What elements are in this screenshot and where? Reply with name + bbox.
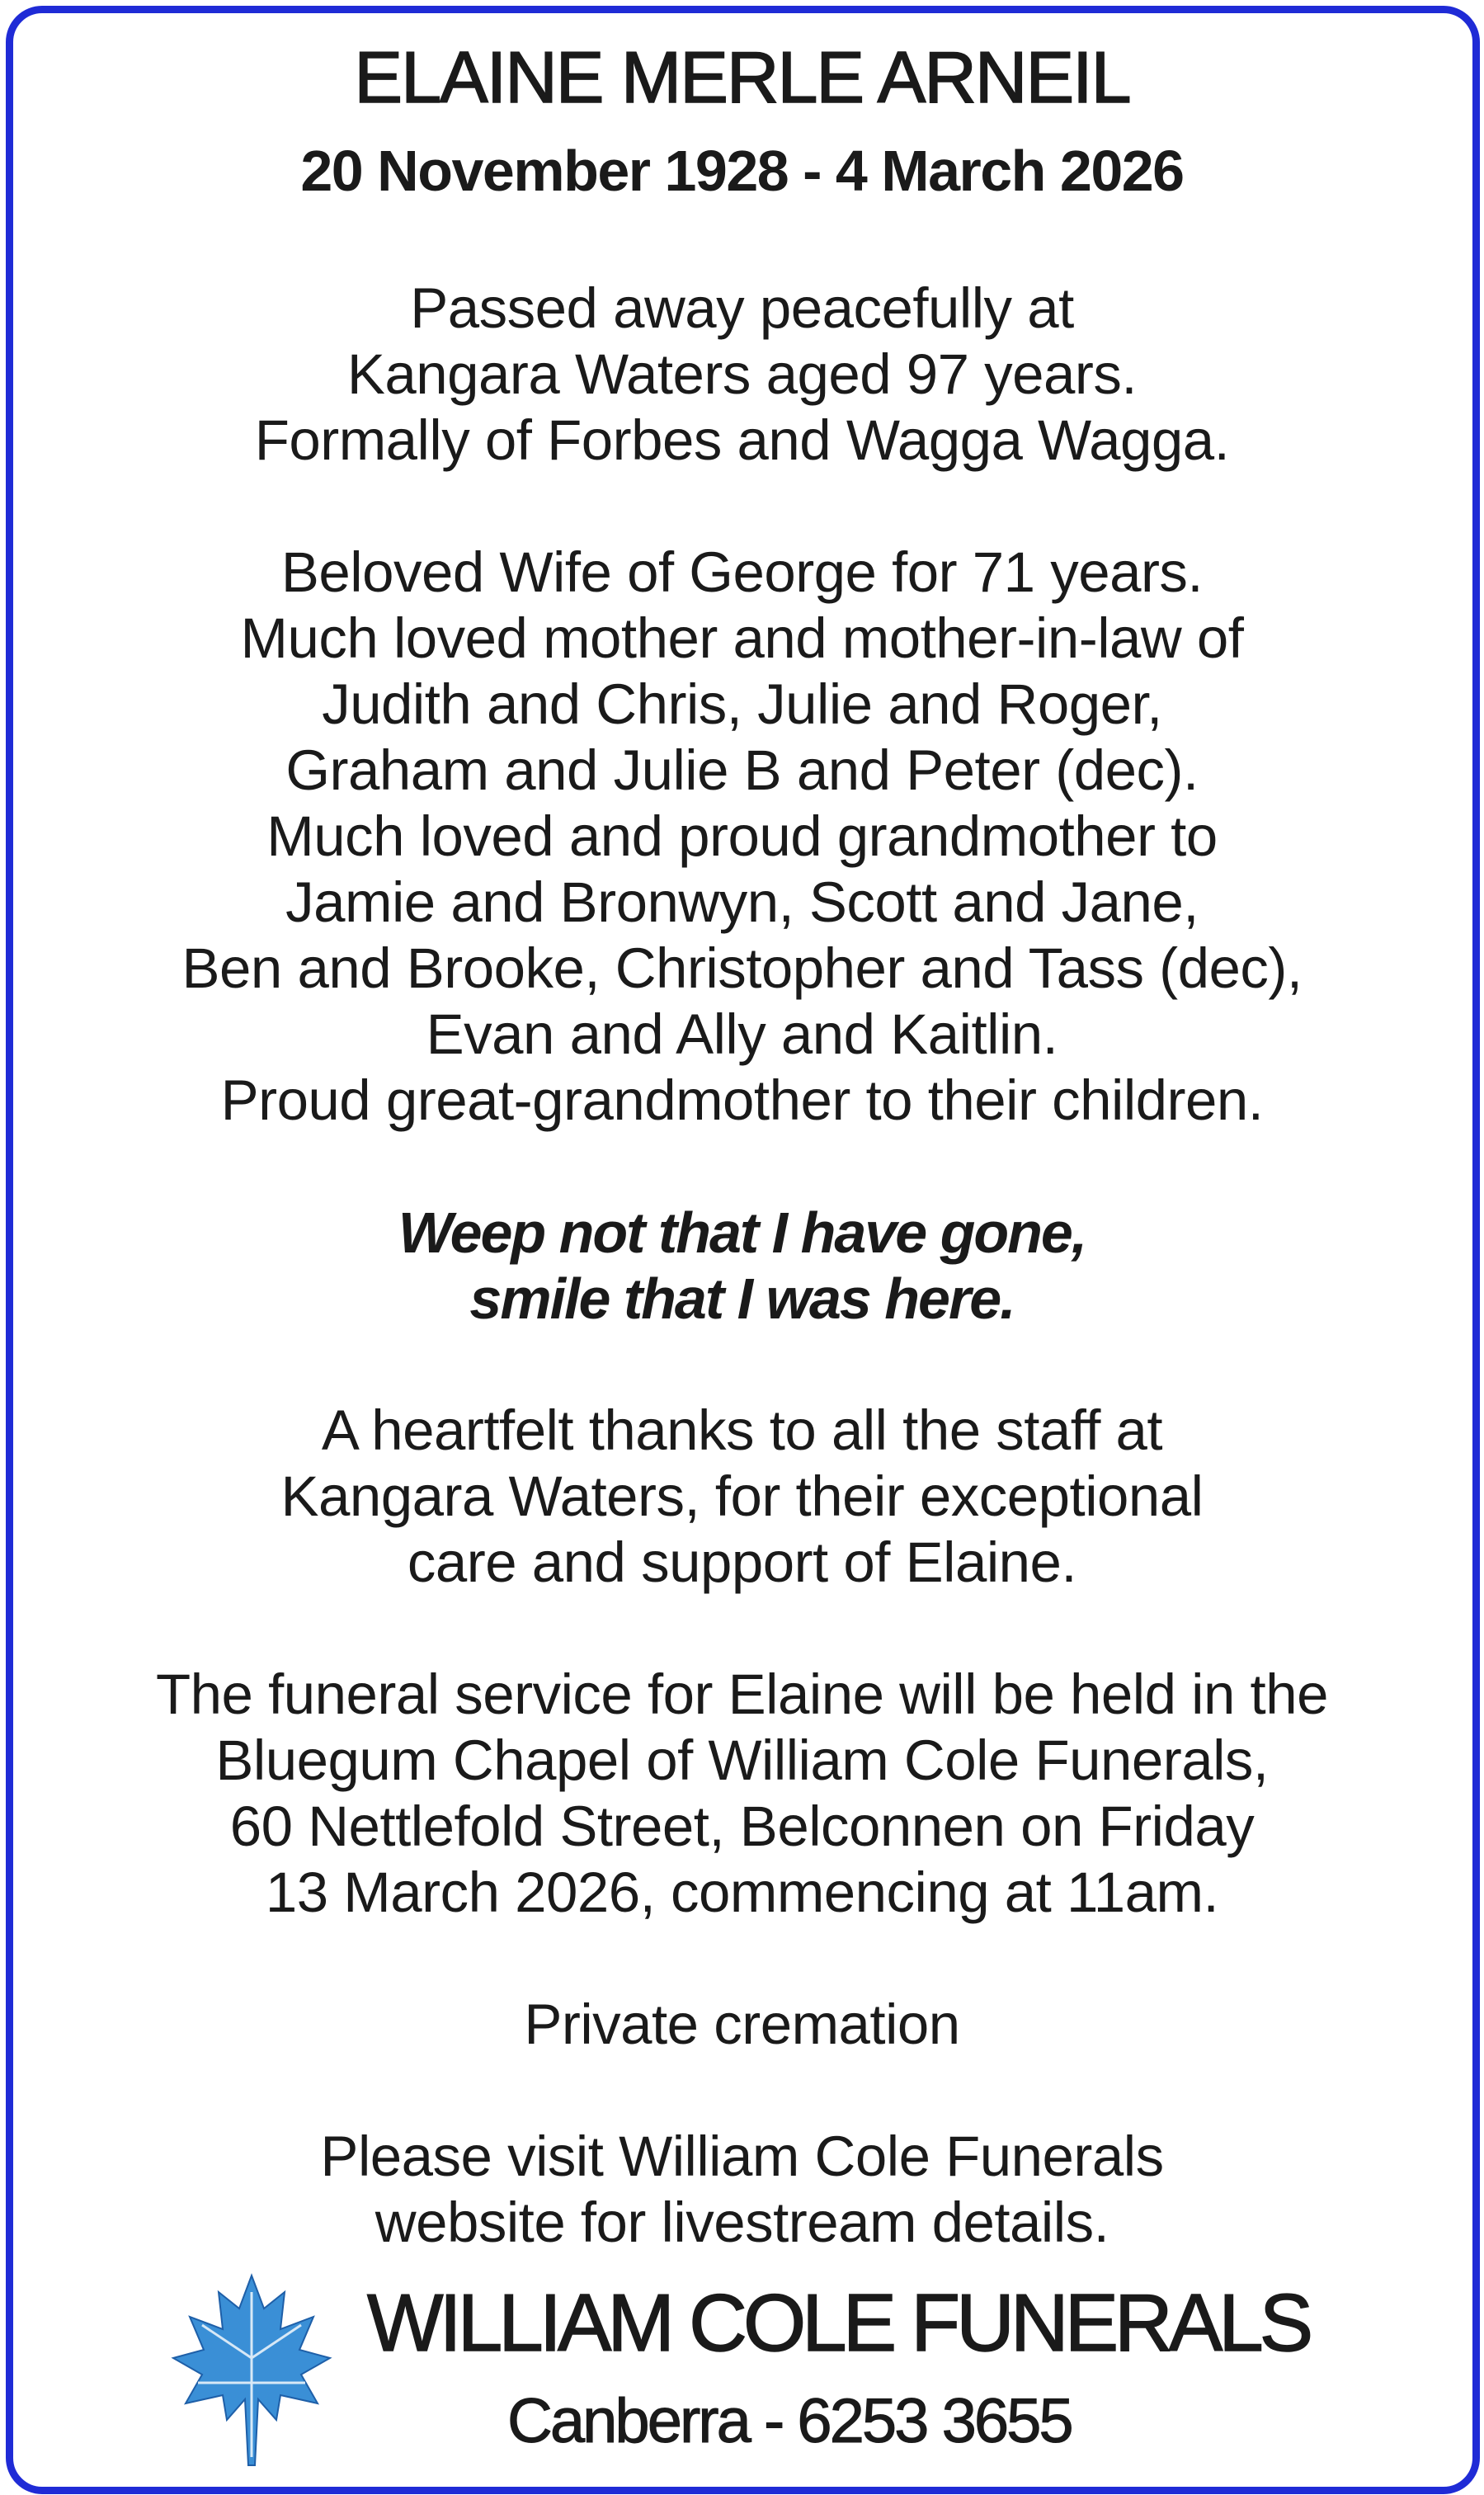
- verse-line: smile that I was here.: [469, 1266, 1015, 1331]
- text-line: The funeral service for Elaine will be held in the: [156, 1663, 1328, 1726]
- life-dates: 20 November 1928 - 4 March 2026: [300, 139, 1184, 203]
- passing-paragraph: [13, 276, 1471, 474]
- text-line: care and support of Elaine.: [407, 1530, 1077, 1594]
- cremation-paragraph: [13, 1992, 1471, 2058]
- brand-name: WILLIAM COLE FUNERALS: [367, 2277, 1310, 2368]
- text-line: Please visit William Cole Funerals: [320, 2125, 1164, 2188]
- text-line: Kangara Waters, for their exceptional: [280, 1464, 1204, 1528]
- text-line: Jamie and Bronwyn, Scott and Jane,: [285, 870, 1199, 934]
- text-line: Much loved and proud grandmother to: [266, 804, 1218, 868]
- text-line: 13 March 2026, commencing at 11am.: [265, 1861, 1219, 1924]
- livestream-paragraph: [13, 2124, 1471, 2256]
- text-line: website for livestream details.: [375, 2191, 1109, 2254]
- text-line: Beloved Wife of George for 71 years.: [280, 540, 1204, 604]
- text-line: 60 Nettlefold Street, Belconnen on Friday: [229, 1795, 1255, 1858]
- deceased-name: ELAINE MERLE ARNEIL: [354, 36, 1130, 118]
- family-paragraph: [13, 540, 1471, 1134]
- text-line: Formally of Forbes and Wagga Wagga.: [254, 408, 1230, 472]
- thanks-paragraph: [13, 1398, 1471, 1596]
- phone-number: Canberra - 6253 3655: [507, 2386, 1072, 2456]
- text-line: A heartfelt thanks to all the staff at: [321, 1398, 1163, 1462]
- funeral-home-logo: [169, 2259, 1340, 2474]
- funeral-paragraph: [13, 1662, 1471, 1926]
- verse-line: Weep not that I have gone,: [398, 1200, 1086, 1265]
- text-line: Bluegum Chapel of William Cole Funerals,: [215, 1729, 1269, 1792]
- verse: [13, 1200, 1471, 1332]
- text-line: Private cremation: [524, 1993, 960, 2056]
- text-line: Kangara Waters aged 97 years.: [346, 342, 1138, 406]
- maple-leaf-icon: [169, 2259, 334, 2474]
- text-line: Evan and Ally and Kaitlin.: [426, 1002, 1058, 1066]
- text-line: Ben and Brooke, Christopher and Tass (dec),: [181, 936, 1303, 1000]
- text-line: Graham and Julie B and Peter (dec).: [285, 738, 1199, 802]
- text-line: Proud great-grandmother to their children.: [220, 1068, 1264, 1132]
- text-line: Passed away peacefully at: [410, 276, 1074, 340]
- text-line: Much loved mother and mother-in-law of: [240, 606, 1244, 670]
- text-line: Judith and Chris, Julie and Roger,: [322, 672, 1162, 736]
